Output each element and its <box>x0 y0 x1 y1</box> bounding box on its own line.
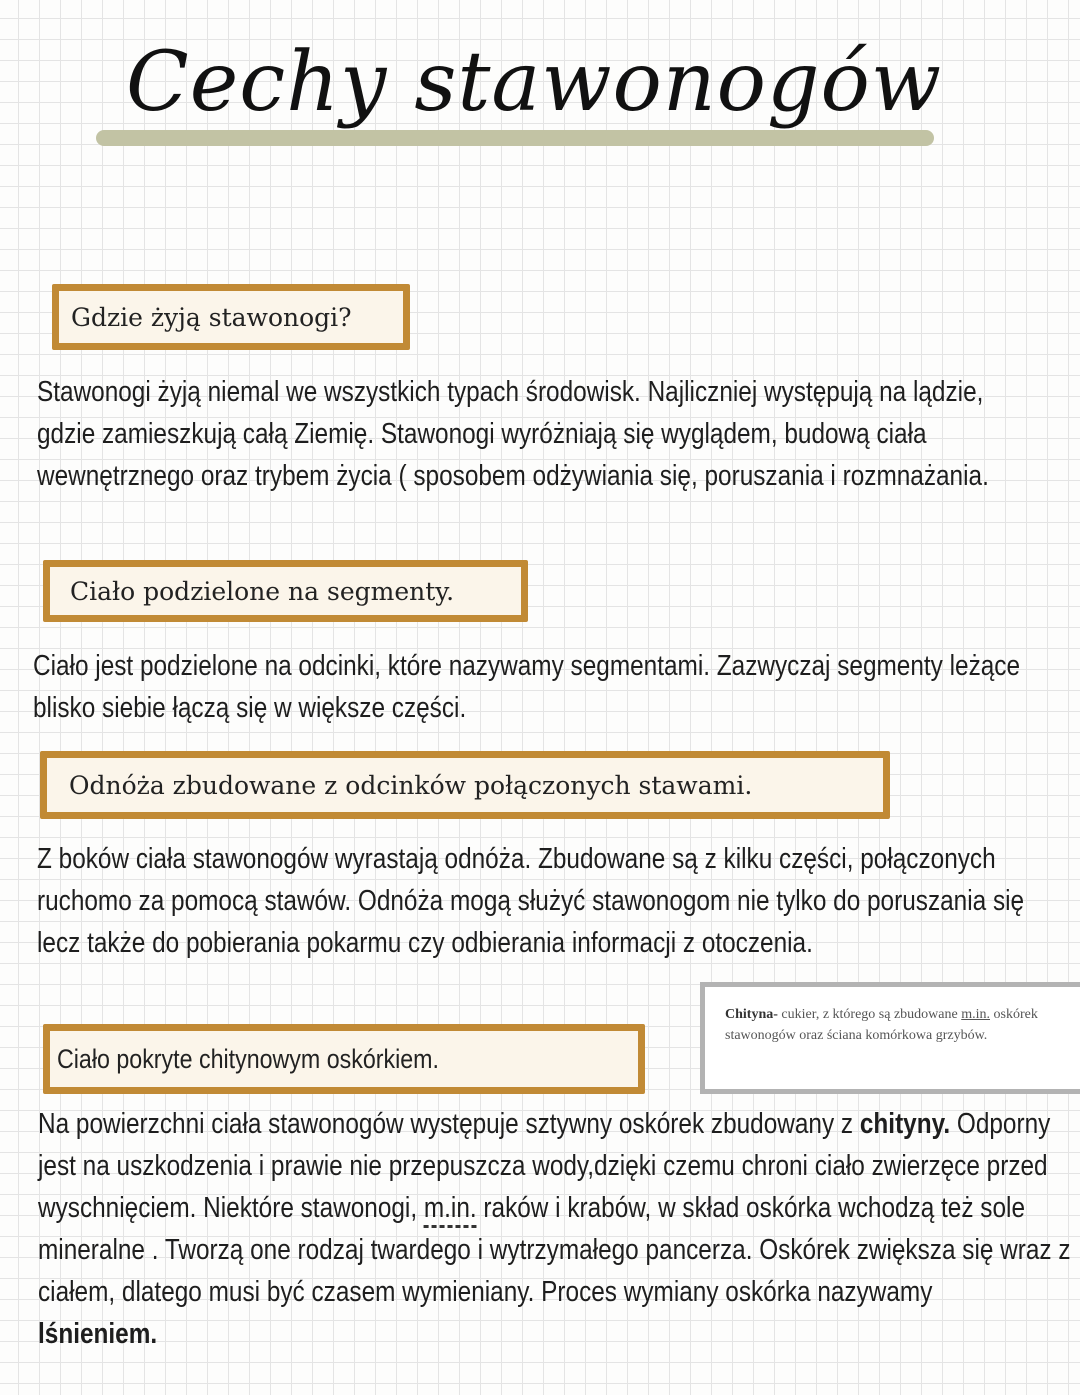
text-line <box>38 1103 1071 1145</box>
text-fragment: Na powierzchni ciała stawonogów występuje sztywny oskórek zbudowany z <box>38 1108 860 1140</box>
section-header-cuticle <box>43 1024 645 1094</box>
text-line: gdzie zamieszkują całą Ziemię. Stawonogi wyróżniają się wyglądem, budową ciała <box>37 418 927 450</box>
section-text-limbs <box>37 838 1080 964</box>
text-line: ruchomo za pomocą stawów. Odnóża mogą służyć stawonogom nie tylko do poruszania się <box>37 885 1025 917</box>
note-term: Chityna- <box>725 1007 778 1022</box>
text-line: Z boków ciała stawonogów wyrastają odnóża. Zbudowane są z kilku części, połączonych <box>37 843 996 875</box>
section-text-segments <box>33 645 1080 729</box>
text-line: Ciało jest podzielone na odcinki, które nazywamy segmentami. Zazwyczaj segmenty leżące <box>33 650 1021 682</box>
term-molting: lśnieniem. <box>38 1318 158 1350</box>
text-line: mineralne . Tworzą one rodzaj twardego i wytrzymałego pancerza. Oskórek zwiększa się wraz z <box>38 1234 1071 1266</box>
text-line <box>38 1187 1071 1229</box>
title-block <box>90 18 950 168</box>
section-text-habitat <box>37 371 1080 497</box>
text-line: jest na uszkodzenia i prawie nie przepuszcza wody,dzięki czemu chroni ciało zwierzęce przed <box>38 1150 1048 1182</box>
section-header-cuticle-label: Ciało pokryte chitynowym oskórkiem. <box>57 1043 439 1074</box>
text-line: wewnętrznego oraz trybem życia ( sposobem odżywiania się, poruszania i rozmnażania. <box>37 460 989 492</box>
text-fragment: Odporny <box>950 1108 1051 1140</box>
page-title: Cechy stawonogów <box>126 35 943 130</box>
note-text-end: oskórek stawonogów oraz ściana komórkowa grzybów. <box>725 1007 1038 1043</box>
section-header-habitat: Gdzie żyją stawonogi? <box>52 284 410 350</box>
section-text-cuticle <box>38 1103 1080 1355</box>
text-line: ciałem, dlatego musi być czasem wymieniany. Proces wymiany oskórka nazywamy <box>38 1276 933 1308</box>
text-line: Stawonogi żyją niemal we wszystkich typach środowisk. Najliczniej występują na lądzie, <box>37 376 984 408</box>
definition-note <box>700 982 1080 1094</box>
note-text-start: cukier, z którego są zbudowane <box>777 1007 962 1022</box>
text-fragment: wyschnięciem. Niektóre stawonogi, <box>38 1192 424 1224</box>
text-line: lecz także do pobierania pokarmu czy odbierania informacji z otoczenia. <box>37 927 813 959</box>
term-chitin: chityny. <box>859 1108 951 1140</box>
section-header-segments: Ciało podzielone na segmenty. <box>43 560 528 622</box>
text-line: blisko siebie łączą się w większe części. <box>33 692 467 724</box>
abbreviation-min: m.in. <box>423 1192 477 1224</box>
note-abbreviation: m.in. <box>961 1007 990 1022</box>
section-header-limbs: Odnóża zbudowane z odcinków połączonych stawami. <box>40 751 890 819</box>
text-fragment: raków i krabów, w skład oskórka wchodzą też sole <box>476 1192 1025 1224</box>
